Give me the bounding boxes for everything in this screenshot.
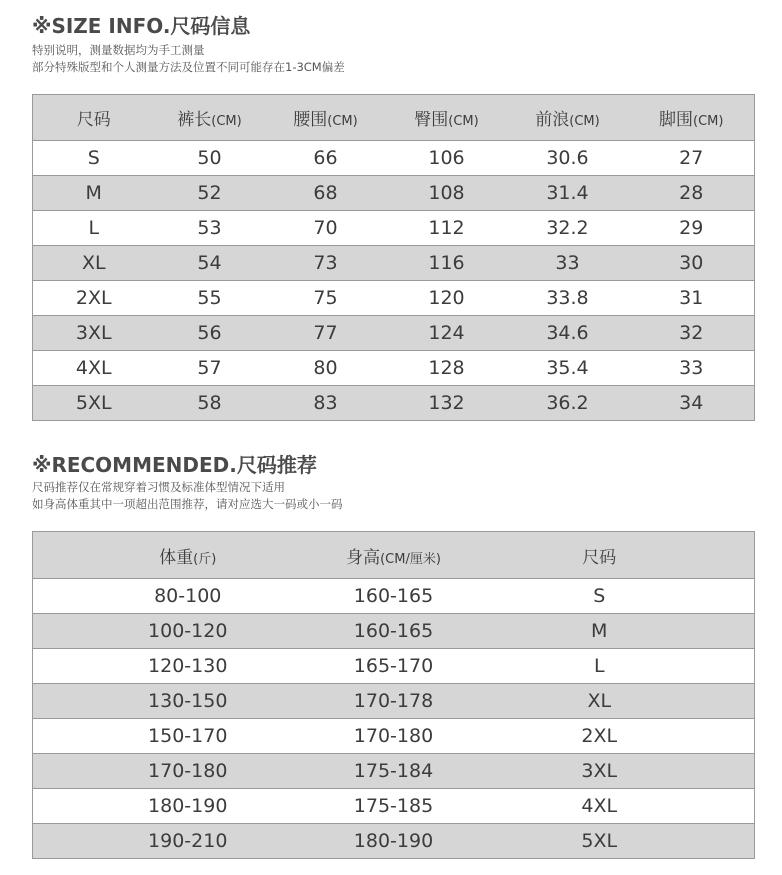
table-cell: 27 bbox=[629, 141, 755, 176]
table-cell: 83 bbox=[265, 386, 387, 421]
table-row bbox=[33, 211, 755, 246]
table-cell: 68 bbox=[265, 176, 387, 211]
table-cell: 56 bbox=[155, 316, 265, 351]
table-cell: 34.6 bbox=[507, 316, 629, 351]
size-info-note-line: 部分特殊版型和个人测量方法及位置不同可能存在1-3CM偏差 bbox=[32, 60, 345, 74]
table-cell: 116 bbox=[387, 246, 507, 281]
table-cell: 32 bbox=[629, 316, 755, 351]
table-cell: 77 bbox=[265, 316, 387, 351]
column-label: 身高 bbox=[346, 547, 381, 568]
table-cell: 4XL bbox=[445, 789, 755, 824]
table-cell: 106 bbox=[387, 141, 507, 176]
table-cell: 31.4 bbox=[507, 176, 629, 211]
table-cell: 3XL bbox=[33, 316, 155, 351]
table-cell: 28 bbox=[629, 176, 755, 211]
recommended-header-row bbox=[33, 532, 755, 579]
table-row bbox=[33, 141, 755, 176]
recommended-column-header bbox=[445, 532, 755, 579]
column-label: 体重 bbox=[159, 547, 194, 568]
table-cell: 165-170 bbox=[343, 649, 445, 684]
table-cell: 30 bbox=[629, 246, 755, 281]
table-cell: 57 bbox=[155, 351, 265, 386]
table-row bbox=[33, 246, 755, 281]
size-info-header-row bbox=[33, 95, 755, 141]
table-cell: 2XL bbox=[33, 281, 155, 316]
recommended-column-header bbox=[343, 532, 445, 579]
table-cell: 120 bbox=[387, 281, 507, 316]
table-cell: 36.2 bbox=[507, 386, 629, 421]
table-cell: 4XL bbox=[33, 351, 155, 386]
table-cell: 55 bbox=[155, 281, 265, 316]
column-unit: (CM) bbox=[448, 114, 479, 129]
column-label: 裤长 bbox=[177, 110, 212, 130]
column-label: 腰围 bbox=[293, 110, 328, 130]
size-info-column-header bbox=[155, 95, 265, 141]
size-info-column-header bbox=[629, 95, 755, 141]
table-cell: 2XL bbox=[445, 719, 755, 754]
table-row bbox=[33, 579, 755, 614]
table-cell: 50 bbox=[155, 141, 265, 176]
recommended-title: ※RECOMMENDED.尺码推荐 bbox=[32, 453, 317, 477]
size-info-table bbox=[32, 94, 755, 421]
table-cell: 70 bbox=[265, 211, 387, 246]
table-row bbox=[33, 176, 755, 211]
table-cell: 53 bbox=[155, 211, 265, 246]
table-cell: XL bbox=[33, 246, 155, 281]
table-cell: 33 bbox=[507, 246, 629, 281]
size-info-column-header bbox=[33, 95, 155, 141]
table-row bbox=[33, 684, 755, 719]
table-cell: 5XL bbox=[445, 824, 755, 859]
table-cell: 34 bbox=[629, 386, 755, 421]
table-cell: 66 bbox=[265, 141, 387, 176]
table-cell: L bbox=[33, 211, 155, 246]
table-cell: 130-150 bbox=[33, 684, 343, 719]
column-unit: (CM) bbox=[327, 114, 358, 129]
table-cell: M bbox=[445, 614, 755, 649]
table-cell: 112 bbox=[387, 211, 507, 246]
table-cell: XL bbox=[445, 684, 755, 719]
table-cell: S bbox=[445, 579, 755, 614]
table-cell: 190-210 bbox=[33, 824, 343, 859]
table-cell: L bbox=[445, 649, 755, 684]
table-cell: 150-170 bbox=[33, 719, 343, 754]
column-unit: (CM) bbox=[211, 114, 242, 129]
size-info-column-header bbox=[507, 95, 629, 141]
table-cell: 33.8 bbox=[507, 281, 629, 316]
table-cell: 32.2 bbox=[507, 211, 629, 246]
size-info-column-header bbox=[265, 95, 387, 141]
table-cell: 3XL bbox=[445, 754, 755, 789]
table-row bbox=[33, 754, 755, 789]
size-info-title: ※SIZE INFO.尺码信息 bbox=[32, 14, 251, 38]
table-cell: 180-190 bbox=[33, 789, 343, 824]
table-cell: 73 bbox=[265, 246, 387, 281]
column-unit: (CM) bbox=[693, 114, 724, 129]
column-unit: (斤) bbox=[193, 551, 217, 567]
table-cell: 170-178 bbox=[343, 684, 445, 719]
table-cell: S bbox=[33, 141, 155, 176]
recommended-table bbox=[32, 531, 755, 859]
recommended-note-line: 如身高体重其中一项超出范围推荐，请对应选大一码或小一码 bbox=[32, 497, 343, 511]
column-label: 尺码 bbox=[76, 110, 111, 130]
table-cell: 180-190 bbox=[343, 824, 445, 859]
table-cell: 5XL bbox=[33, 386, 155, 421]
column-label: 尺码 bbox=[582, 547, 617, 568]
table-row bbox=[33, 351, 755, 386]
table-cell: 124 bbox=[387, 316, 507, 351]
table-row bbox=[33, 386, 755, 421]
table-cell: 31 bbox=[629, 281, 755, 316]
size-info-column-header bbox=[387, 95, 507, 141]
table-cell: 128 bbox=[387, 351, 507, 386]
table-cell: 175-185 bbox=[343, 789, 445, 824]
table-cell: 120-130 bbox=[33, 649, 343, 684]
recommended-note bbox=[32, 479, 343, 513]
column-label: 前浪 bbox=[535, 110, 570, 130]
recommended-note-line: 尺码推荐仅在常规穿着习惯及标准体型情况下适用 bbox=[32, 480, 285, 494]
table-cell: 54 bbox=[155, 246, 265, 281]
table-row bbox=[33, 614, 755, 649]
table-cell: 75 bbox=[265, 281, 387, 316]
table-cell: 29 bbox=[629, 211, 755, 246]
table-cell: 132 bbox=[387, 386, 507, 421]
table-cell: 170-180 bbox=[33, 754, 343, 789]
table-cell: 160-165 bbox=[343, 579, 445, 614]
recommended-column-header bbox=[33, 532, 343, 579]
table-row bbox=[33, 719, 755, 754]
column-label: 臀围 bbox=[414, 110, 449, 130]
table-row bbox=[33, 789, 755, 824]
table-cell: 108 bbox=[387, 176, 507, 211]
table-cell: 30.6 bbox=[507, 141, 629, 176]
table-cell: 100-120 bbox=[33, 614, 343, 649]
table-row bbox=[33, 281, 755, 316]
column-unit: (CM/厘米) bbox=[380, 551, 441, 567]
table-row bbox=[33, 649, 755, 684]
table-cell: 80 bbox=[265, 351, 387, 386]
table-cell: 170-180 bbox=[343, 719, 445, 754]
table-cell: 160-165 bbox=[343, 614, 445, 649]
size-info-note-line: 特别说明，测量数据均为手工测量 bbox=[32, 43, 205, 57]
table-row bbox=[33, 824, 755, 859]
table-cell: 175-184 bbox=[343, 754, 445, 789]
table-cell: 33 bbox=[629, 351, 755, 386]
table-cell: 52 bbox=[155, 176, 265, 211]
table-cell: 80-100 bbox=[33, 579, 343, 614]
table-cell: M bbox=[33, 176, 155, 211]
column-label: 脚围 bbox=[659, 110, 694, 130]
table-row bbox=[33, 316, 755, 351]
column-unit: (CM) bbox=[569, 114, 600, 129]
size-info-note bbox=[32, 42, 345, 76]
table-cell: 35.4 bbox=[507, 351, 629, 386]
table-cell: 58 bbox=[155, 386, 265, 421]
